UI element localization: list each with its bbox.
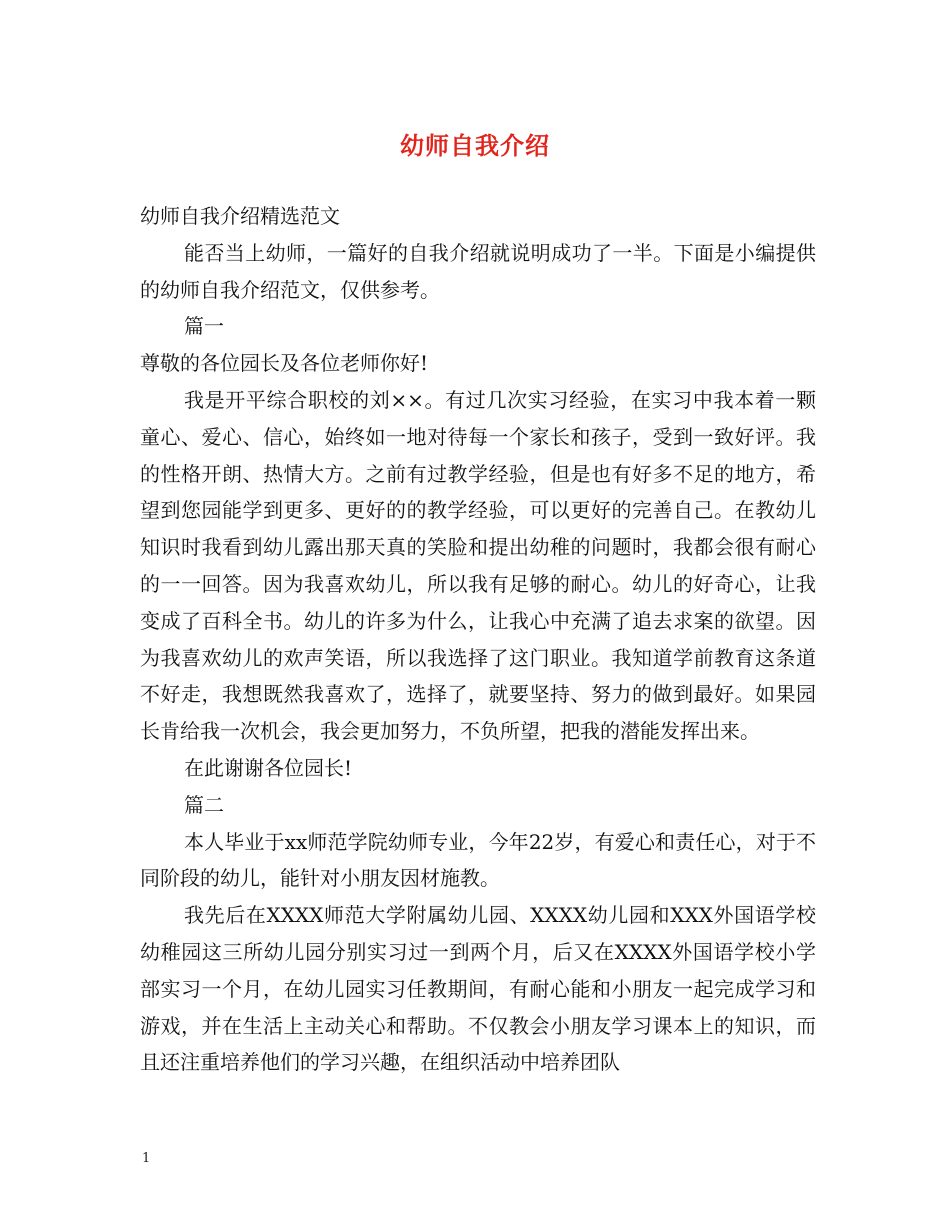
paragraph: 幼师自我介绍精选范文 bbox=[140, 204, 340, 228]
document-title: 幼师自我介绍 bbox=[400, 131, 550, 160]
page-number: 1 bbox=[142, 1151, 151, 1166]
paragraph: 本人毕业于xx师范学院幼师专业，今年22岁，有爱心和责任心，对于不同阶段的幼儿，能针对小朋友因材施教。 bbox=[140, 829, 816, 891]
salutation: 尊敬的各位园长及各位老师你好! bbox=[140, 351, 429, 376]
section-heading: 篇二 bbox=[184, 792, 224, 817]
paragraph: 我先后在XXXX师范大学附属幼儿园、XXXX幼儿园和XXX外国语学校幼稚园这三所幼儿园分别实习过一到两个月，后又在XXXX外国语学校小学部实习一个月，在幼儿园实习任教期间，有耐心能和小朋友一起完成学习和游戏，并在生活上主动关心和帮助。不仅教会小朋友学习课本上的知识，而且还注重培养他们的学习兴趣，在组织活动中培养团队 bbox=[140, 903, 816, 1075]
paragraph: 能否当上幼师，一篇好的自我介绍就说明成功了一半。下面是小编提供的幼师自我介绍范文，仅供参考。 bbox=[140, 240, 816, 302]
paragraph: 我是开平综合职校的刘××。有过几次实习经验，在实习中我本着一颗童心、爱心、信心，始终如一地对待每一个家长和孩子，受到一致好评。我的性格开朗、热情大方。之前有过教学经验，但是也有好多不足的地方，希望到您园能学到更多、更好的的教学经验，可以更好的完善自己。在教幼儿知识时我看到幼儿露出那天真的笑脸和提出幼稚的问题时，我都会很有耐心的一一回答。因为我喜欢幼儿，所以我有足够的耐心。幼儿的好奇心，让我变成了百科全书。幼儿的许多为什么，让我心中充满了追去求案的欲望。因为我喜欢幼儿的欢声笑语，所以我选择了这门职业。我知道学前教育这条道不好走，我想既然我喜欢了，选择了，就要坚持、努力的做到最好。如果园长肯给我一次机会，我会更加努力，不负所望，把我的潜能发挥出来。 bbox=[140, 387, 816, 744]
section-heading: 篇一 bbox=[184, 314, 224, 339]
document-body bbox=[140, 198, 816, 1081]
paragraph: 在此谢谢各位园长! bbox=[184, 755, 353, 780]
